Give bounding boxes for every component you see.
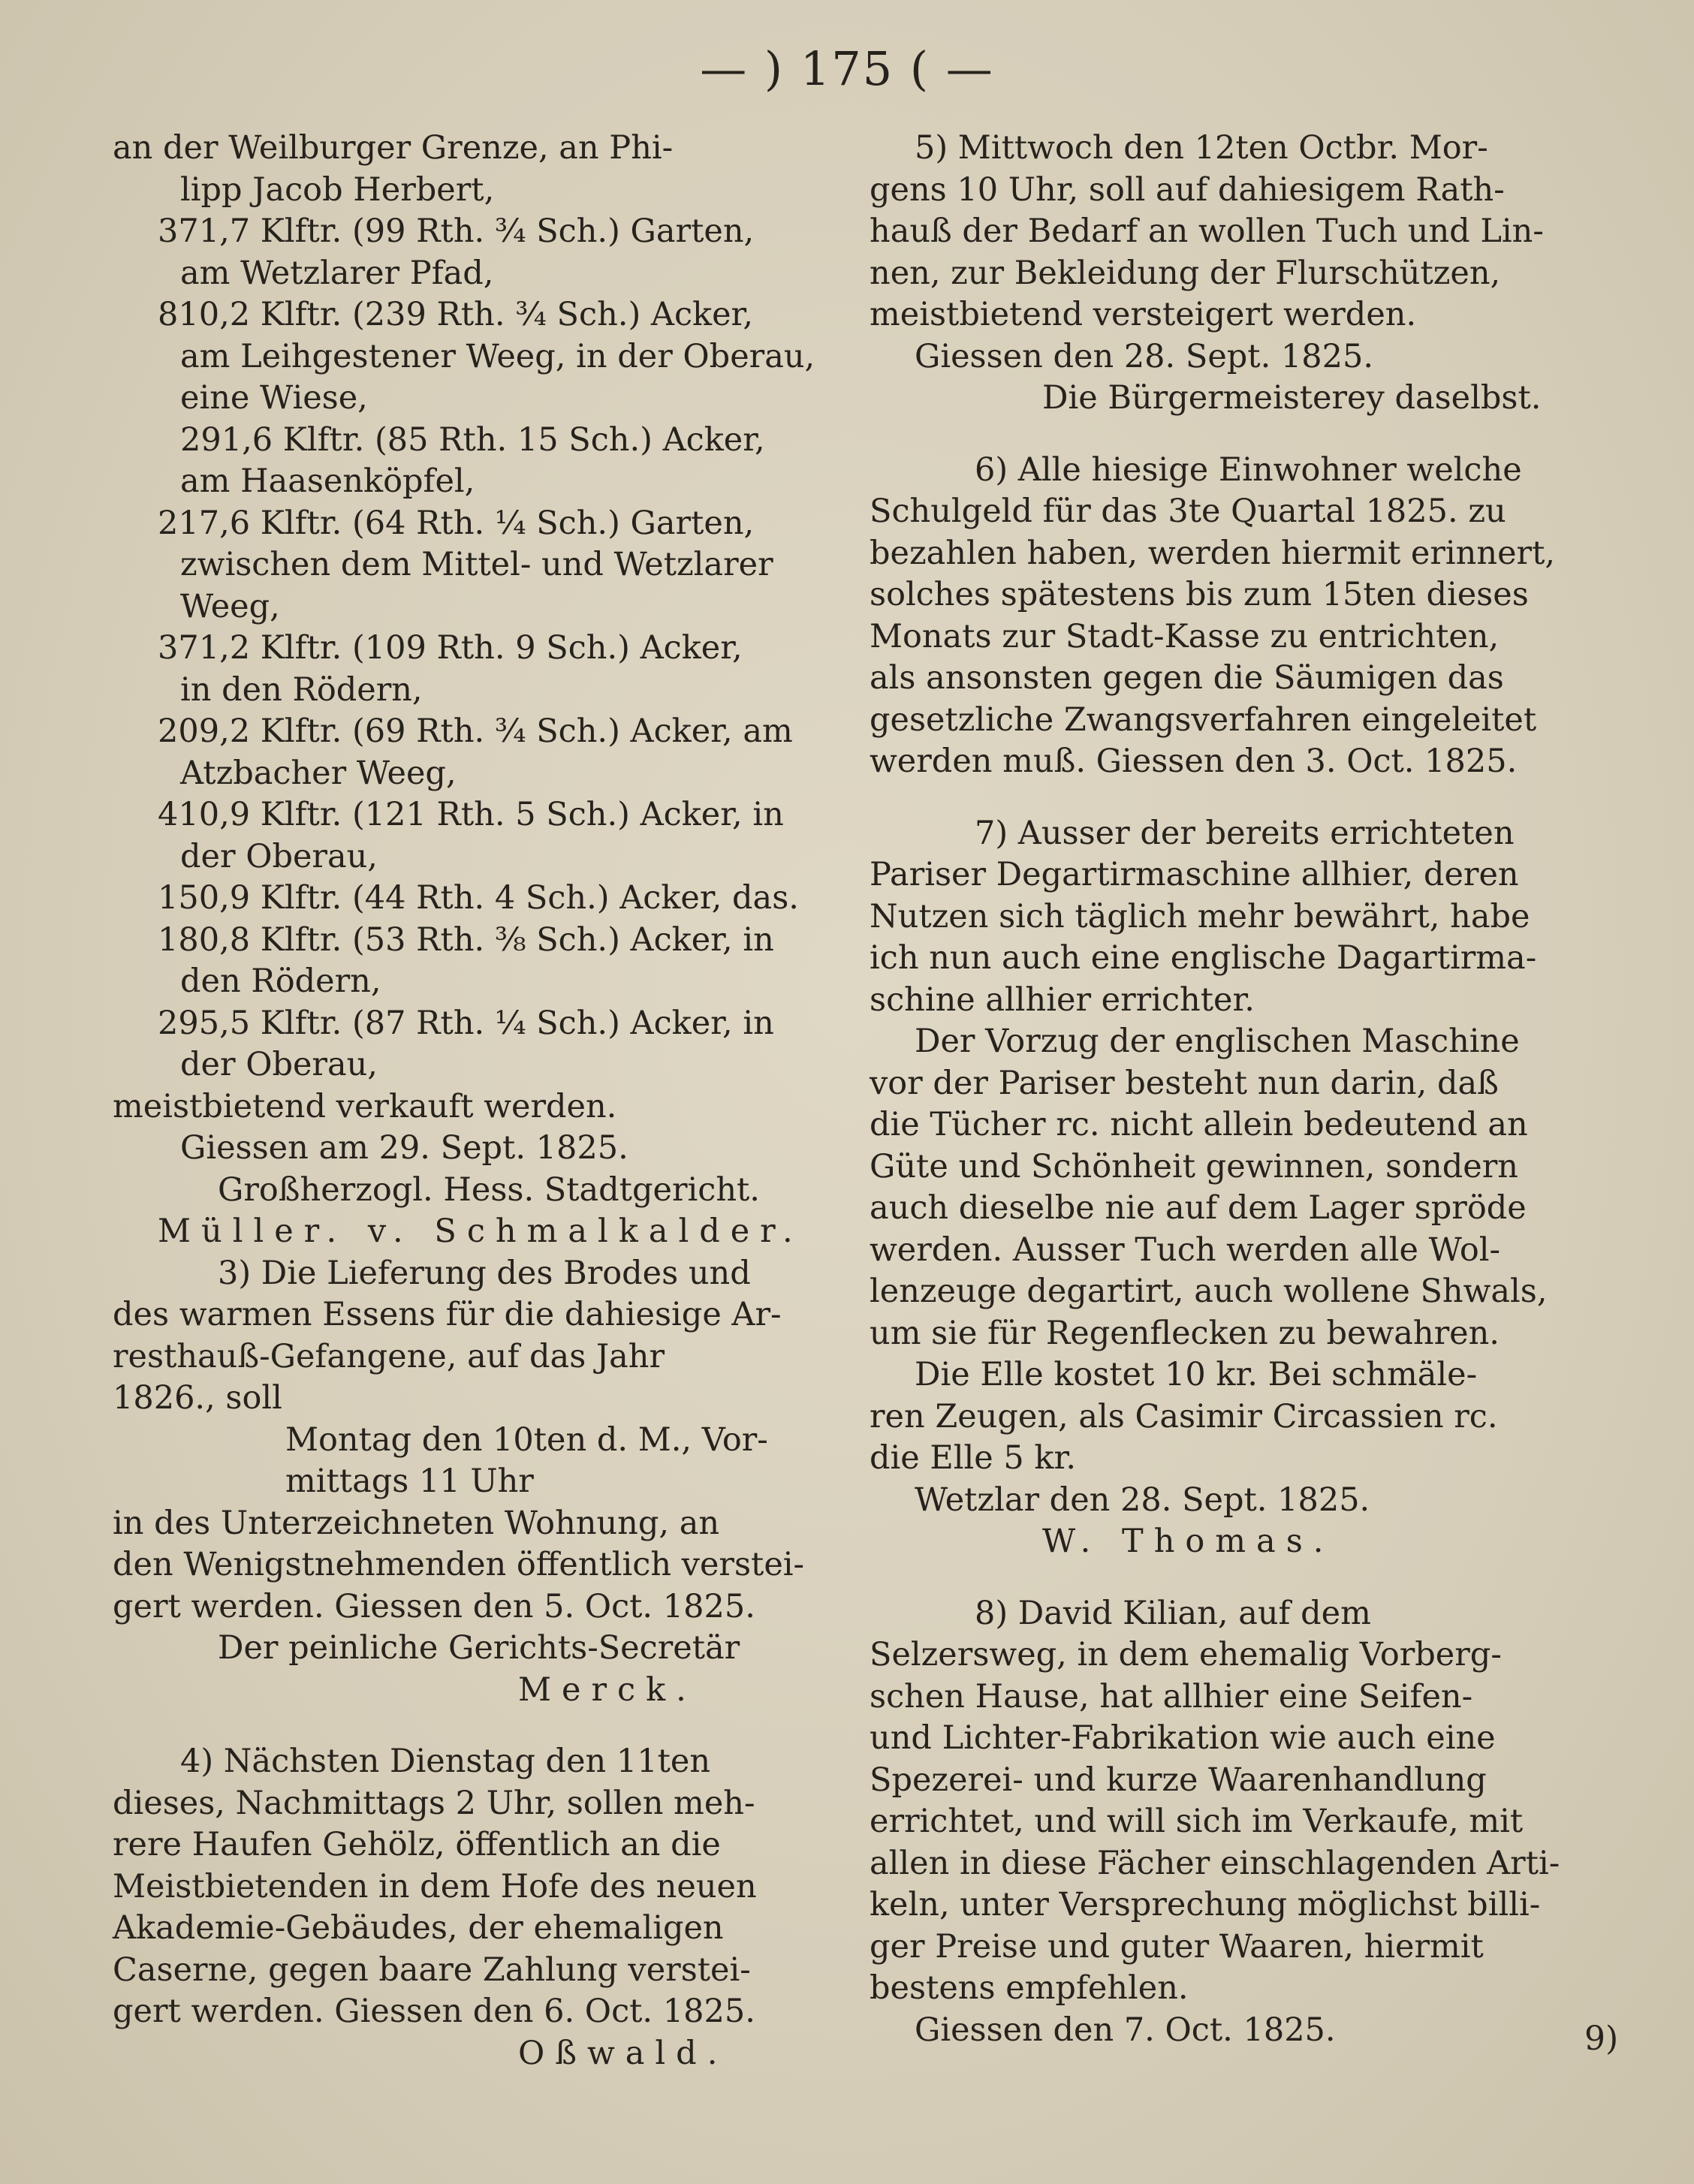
text-line: 291,6 Klftr. (85 Rth. 15 Sch.) Acker, xyxy=(180,420,765,459)
signature-line: W. Thomas. xyxy=(1042,1523,1334,1560)
text-line: Monats zur Stadt-Kasse zu entrichten, xyxy=(870,617,1500,655)
text-line: Großherzogl. Hess. Stadtgericht. xyxy=(218,1170,760,1209)
text-line: am Wetzlarer Pfad, xyxy=(180,254,494,292)
text-line: 8) David Kilian, auf dem xyxy=(975,1594,1371,1632)
text-line: Giessen am 29. Sept. 1825. xyxy=(180,1129,628,1167)
text-line: den Rödern, xyxy=(180,962,381,1000)
text-line: Güte und Schönheit gewinnen, sondern xyxy=(870,1147,1518,1185)
text-line: Montag den 10ten d. M., Vor- xyxy=(285,1420,768,1459)
text-line: gert werden. Giessen den 5. Oct. 1825. xyxy=(113,1587,755,1625)
text-line: 5) Mittwoch den 12ten Octbr. Mor- xyxy=(915,129,1488,167)
text-line: des warmen Essens für die dahiesige Ar- xyxy=(113,1296,782,1333)
text-line: 209,2 Klftr. (69 Rth. ¾ Sch.) Acker, am xyxy=(158,712,793,750)
signature-line: Merck. xyxy=(518,1670,697,1709)
text-line: Nutzen sich täglich mehr bewährt, habe xyxy=(870,897,1530,935)
text-line: die Tücher rc. nicht allein bedeutend an xyxy=(870,1106,1528,1143)
signature-line: Oßwald. xyxy=(518,2034,728,2072)
text-line: an der Weilburger Grenze, an Phi- xyxy=(113,129,674,167)
text-line: Die Bürgermeisterey daselbst. xyxy=(1042,379,1542,417)
text-line: 1826., soll xyxy=(113,1379,282,1417)
text-line: Der peinliche Gerichts-Secretär xyxy=(218,1629,740,1667)
text-line: schen Hause, hat allhier eine Seifen- xyxy=(870,1677,1473,1716)
text-line: zwischen dem Mittel- und Wetzlarer xyxy=(180,546,773,583)
text-line: auch dieselbe nie auf dem Lager spröde xyxy=(870,1189,1527,1227)
text-line: Giessen den 7. Oct. 1825. xyxy=(915,2011,1336,2049)
text-line: 371,2 Klftr. (109 Rth. 9 Sch.) Acker, xyxy=(158,629,743,667)
text-line: um sie für Regenflecken zu bewahren. xyxy=(870,1314,1500,1352)
text-line: vor der Pariser besteht nun darin, daß xyxy=(870,1064,1499,1102)
text-line: Meistbietenden in dem Hofe des neuen xyxy=(113,1867,757,1905)
text-line: bestens empfehlen. xyxy=(870,1969,1189,2007)
text-line: am Leihgestener Weeg, in der Oberau, xyxy=(180,337,815,375)
text-line: am Haasenköpfel, xyxy=(180,462,475,500)
section-gap xyxy=(870,1563,1613,1593)
text-line: werden muß. Giessen den 3. Oct. 1825. xyxy=(870,743,1518,780)
text-line: als ansonsten gegen die Säumigen das xyxy=(870,659,1504,697)
text-line: der Oberau, xyxy=(180,1046,378,1083)
text-line: ren Zeugen, als Casimir Circassien rc. xyxy=(870,1397,1498,1435)
section-gap xyxy=(113,1711,849,1741)
text-line: meistbietend verkauft werden. xyxy=(113,1087,617,1125)
text-line: schine allhier errichter. xyxy=(870,981,1255,1019)
text-line: Weeg, xyxy=(180,587,280,625)
text-line: 371,7 Klftr. (99 Rth. ¾ Sch.) Garten, xyxy=(158,212,755,250)
left-column xyxy=(113,128,849,2074)
text-line: Akademie-Gebäudes, der ehemaligen xyxy=(113,1909,724,1947)
text-line: bezahlen haben, werden hiermit erinnert, xyxy=(870,534,1556,572)
text-line: 410,9 Klftr. (121 Rth. 5 Sch.) Acker, in xyxy=(158,796,784,833)
text-line: Spezerei- und kurze Waarenhandlung xyxy=(870,1761,1487,1799)
text-line: 3) Die Lieferung des Brodes und xyxy=(218,1254,751,1292)
text-line: lenzeuge degartirt, auch wollene Shwals, xyxy=(870,1273,1548,1310)
section-gap xyxy=(870,420,1613,450)
text-line: 6) Alle hiesige Einwohner welche xyxy=(975,450,1522,489)
text-line: den Wenigstnehmenden öffentlich verstei- xyxy=(113,1546,805,1583)
text-line: errichtet, und will sich im Verkaufe, mit xyxy=(870,1803,1524,1840)
text-line: 180,8 Klftr. (53 Rth. ⅜ Sch.) Acker, in xyxy=(158,920,774,959)
signature-mark: 9) xyxy=(1584,2020,1619,2058)
text-line: Schulgeld für das 3te Quartal 1825. zu xyxy=(870,493,1506,530)
text-line: keln, unter Versprechung möglichst billi- xyxy=(870,1886,1541,1923)
text-line: 217,6 Klftr. (64 Rth. ¼ Sch.) Garten, xyxy=(158,504,755,542)
section-gap xyxy=(870,783,1613,813)
page-number: — ) 175 ( — xyxy=(700,41,994,96)
text-line: solches spätestens bis zum 15ten dieses xyxy=(870,576,1529,613)
text-line: werden. Ausser Tuch werden alle Wol- xyxy=(870,1231,1501,1269)
text-line: mittags 11 Uhr xyxy=(285,1463,534,1500)
text-line: lipp Jacob Herbert, xyxy=(180,170,495,209)
text-line: hauß der Bedarf an wollen Tuch und Lin- xyxy=(870,212,1544,250)
text-line: 150,9 Klftr. (44 Rth. 4 Sch.) Acker, das. xyxy=(158,879,799,917)
text-line: ger Preise und guter Waaren, hiermit xyxy=(870,1927,1484,1966)
text-line: der Oberau, xyxy=(180,837,378,875)
text-line: 295,5 Klftr. (87 Rth. ¼ Sch.) Acker, in xyxy=(158,1004,774,1042)
text-line: gens 10 Uhr, soll auf dahiesigem Rath- xyxy=(870,170,1505,209)
text-line: ich nun auch eine englische Dagartirma- xyxy=(870,939,1537,977)
text-line: 7) Ausser der bereits errichteten xyxy=(975,814,1515,852)
text-line: Die Elle kostet 10 kr. Bei schmäle- xyxy=(915,1356,1478,1393)
text-line: in den Rödern, xyxy=(180,670,423,709)
text-line: gesetzliche Zwangsverfahren eingeleitet xyxy=(870,700,1537,739)
right-column xyxy=(870,128,1613,2051)
text-line: 4) Nächsten Dienstag den 11ten xyxy=(180,1743,711,1780)
text-line: dieses, Nachmittags 2 Uhr, sollen meh- xyxy=(113,1784,755,1822)
text-line: Der Vorzug der englischen Maschine xyxy=(915,1023,1520,1060)
text-line: Caserne, gegen baare Zahlung verstei- xyxy=(113,1951,751,1989)
text-line: rere Haufen Gehölz, öffentlich an die xyxy=(113,1826,721,1863)
text-line: resthauß-Gefangene, auf das Jahr xyxy=(113,1337,665,1375)
text-line: Selzersweg, in dem ehemalig Vorberg- xyxy=(870,1636,1502,1673)
signature-line: Müller. v. Schmalkalder. xyxy=(158,1212,803,1250)
text-line: Wetzlar den 28. Sept. 1825. xyxy=(915,1481,1370,1519)
text-line: in des Unterzeichneten Wohnung, an xyxy=(113,1504,720,1542)
text-line: gert werden. Giessen den 6. Oct. 1825. xyxy=(113,1993,755,2030)
text-line: die Elle 5 kr. xyxy=(870,1439,1076,1477)
text-line: meistbietend versteigert werden. xyxy=(870,296,1417,333)
text-line: allen in diese Fächer einschlagenden Arti- xyxy=(870,1844,1560,1882)
text-line: Atzbacher Weeg, xyxy=(180,754,457,792)
text-line: 810,2 Klftr. (239 Rth. ¾ Sch.) Acker, xyxy=(158,296,754,333)
text-line: und Lichter-Fabrikation wie auch eine xyxy=(870,1719,1496,1757)
text-line: eine Wiese, xyxy=(180,379,368,417)
text-line: Pariser Degartirmaschine allhier, deren xyxy=(870,856,1519,893)
text-line: nen, zur Bekleidung der Flurschützen, xyxy=(870,254,1501,292)
text-line: Giessen den 28. Sept. 1825. xyxy=(915,337,1374,375)
